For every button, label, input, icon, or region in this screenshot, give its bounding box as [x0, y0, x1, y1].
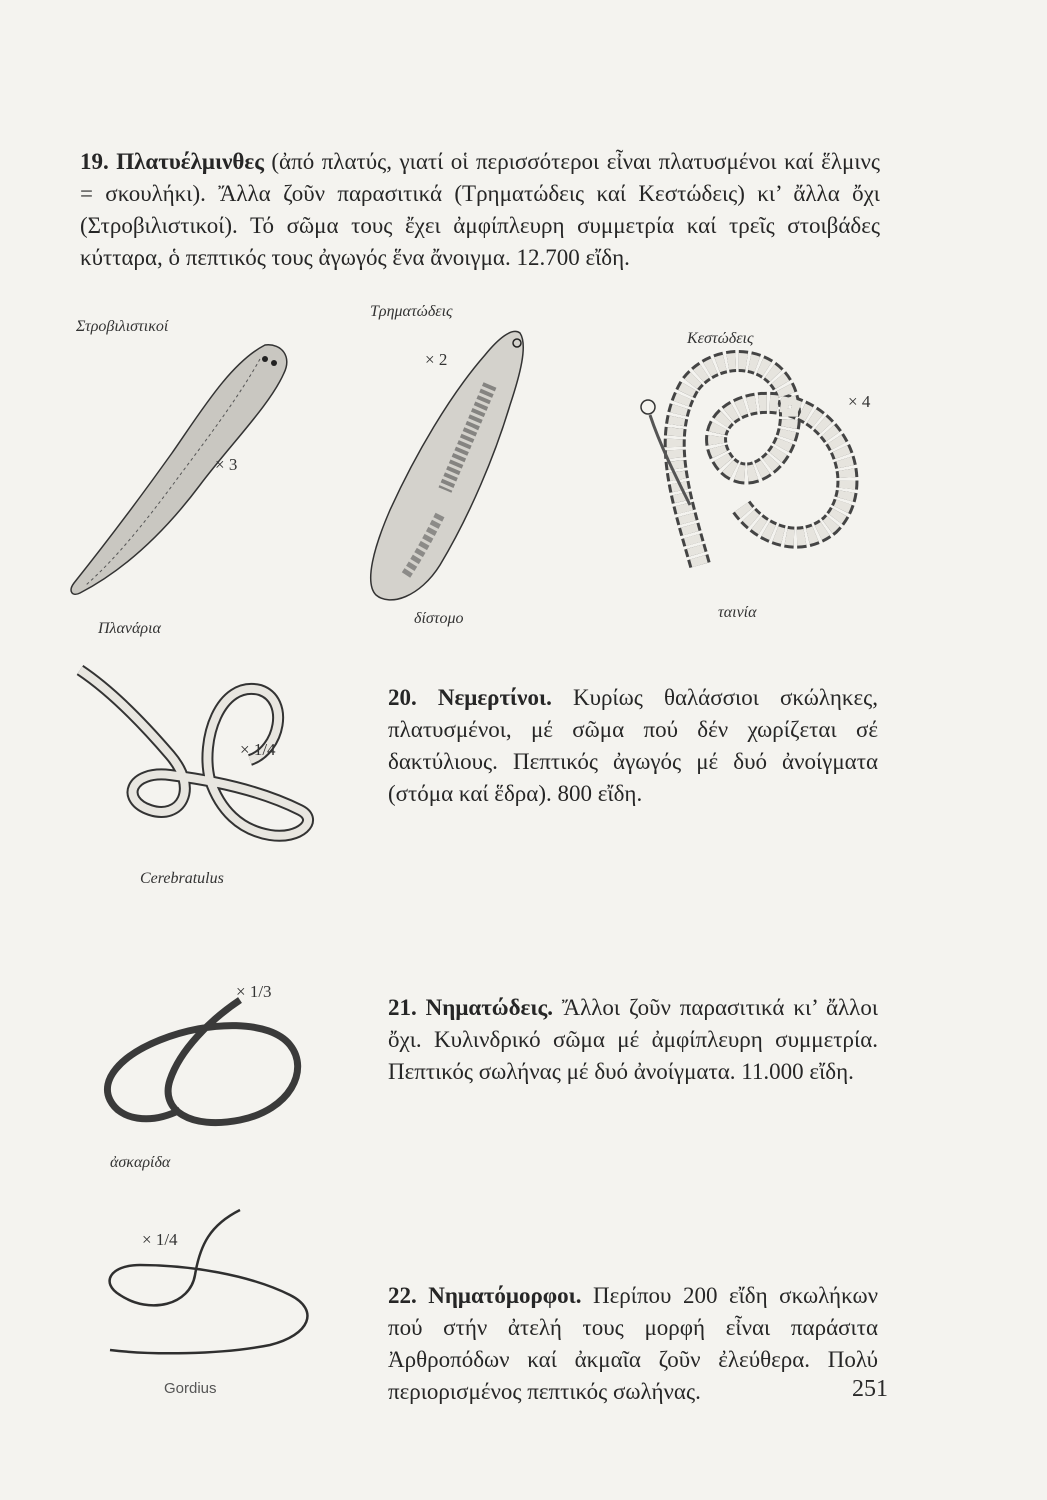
section-20-body: Κυρίως θαλάσσιοι σκώληκες, πλατυσμένοι, μέ σῶμα πού δέν χωρίζεται σέ δακτύλιους. Πεπτικός ἀγωγός μέ δυό ἀνοίγματα (στόμα καί ἕδρα). 800 εἴδη. [388, 685, 878, 806]
askarida-scale: × 1/3 [236, 982, 272, 1001]
gordius-illustration [90, 1205, 330, 1365]
caption-tainia: ταινία [718, 604, 757, 621]
page-number: 251 [852, 1376, 888, 1402]
section-22-body: Περίπου 200 εἴδη σκωλήκων πού στήν ἀτελή τους μορφή εἶναι παράσιτα Ἀρθροπόδων καί ἀκμαῖα ζοῦν ἐλεύθερα. Πολύ περιορισμένος πεπτικός σωλήνας. [388, 1283, 879, 1404]
section-20-heading: Νεμερτίνοι. [437, 685, 552, 710]
section-21-heading: Νηματώδεις. [425, 995, 553, 1020]
caption-trimatodeis: Τρηματώδεις [370, 303, 453, 320]
section-21-number: 21. [388, 995, 417, 1020]
section-19-number: 19. [80, 149, 109, 174]
section-19 [80, 146, 880, 274]
caption-askarida: ἀσκαρίδα [110, 1154, 171, 1171]
distomo-scale: × 2 [425, 350, 448, 369]
section-22-number: 22. [388, 1283, 417, 1308]
section-19-heading: Πλατυέλμινθες [116, 149, 264, 174]
caption-planaria: Πλανάρια [98, 620, 161, 637]
tainia-scale: × 4 [848, 392, 871, 411]
askarida-illustration [90, 990, 320, 1140]
caption-distomo: δίστομο [414, 610, 464, 627]
section-22 [388, 1280, 878, 1408]
tainia-illustration [620, 345, 870, 605]
caption-strovilistikoi: Στροβιλιστικοί [76, 318, 169, 335]
caption-cerebratulus: Cerebratulus [140, 870, 224, 887]
planaria-scale: × 3 [215, 455, 238, 474]
section-22-heading: Νηματόμορφοι. [428, 1283, 582, 1308]
cerebratulus-scale: × 1/4 [240, 740, 276, 759]
cerebratulus-illustration [60, 660, 330, 870]
section-19-body: (ἀπό πλατύς, γιατί οἱ περισσότεροι εἶναι πλατυσμένοι καί ἕλμινς = σκουλήκι). Ἄλλα ζοῦν παρασιτικά (Τρηματώδεις καί Κεστώδεις) κι’ ἄλλα ὄχι (Στροβιλιστικοί). Τό σῶμα τους ἔχει ἀμφίπλευρη συμμετρία καί τρεῖς στοιβάδες κύτταρα, ὁ πεπτικός τους ἀγωγός ἕνα ἄνοιγμα. 12.700 εἴδη. [80, 149, 881, 270]
caption-gordius: Gordius [164, 1380, 217, 1397]
section-21-body: Ἄλλοι ζοῦν παρασιτικά κι’ ἄλλοι ὄχι. Κυλινδρικό σῶμα μέ ἀμφίπλευρη συμμετρία. Πεπτικός σωλήνας μέ δυό ἀνοίγματα. 11.000 εἴδη. [388, 995, 879, 1084]
planaria-illustration [60, 335, 300, 605]
section-21 [388, 992, 878, 1088]
gordius-scale: × 1/4 [142, 1230, 178, 1249]
section-20-number: 20. [388, 685, 417, 710]
caption-kestodeis: Κεστώδεις [687, 330, 754, 347]
section-20 [388, 682, 878, 810]
